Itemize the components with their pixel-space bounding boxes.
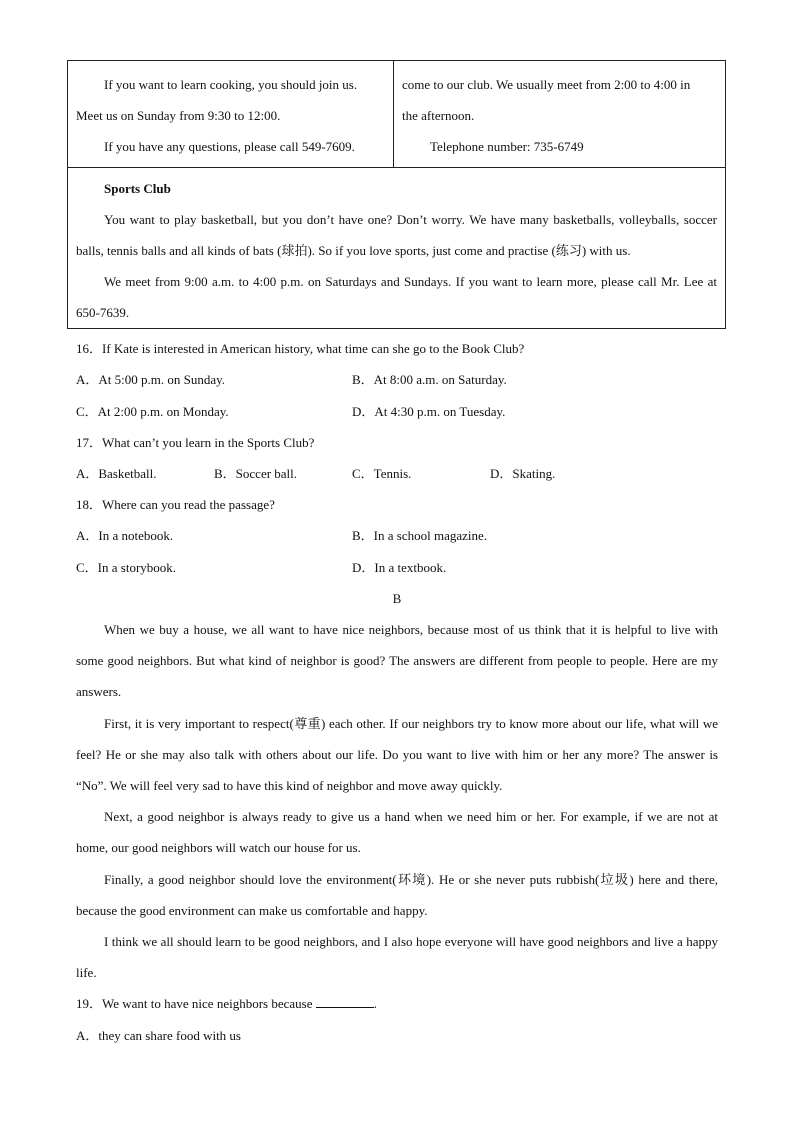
section-b-heading: B xyxy=(392,591,402,606)
q17-option-a[interactable]: A．Basketball. xyxy=(76,466,157,481)
q16-option-d[interactable]: D．At 4:30 p.m. on Tuesday. xyxy=(352,404,506,419)
sports-club-para-1: You want to play basketball, but you don’t have one? Don’t worry. We have many basketballs, volleyballs, soccer balls, tennis balls and all kinds of bats (球拍). So if you love sports, just come and practise (练习) with us. xyxy=(76,212,717,258)
q16-option-b[interactable]: B．At 8:00 a.m. on Saturday. xyxy=(352,372,507,387)
passage-b-para-1: When we buy a house, we all want to have nice neighbors, because most of us think that it is helpful to live with some good neighbors. But what kind of neighbor is good? The answers are different from people to people. Here are my answers. xyxy=(76,622,718,700)
sports-club-para-2: We meet from 9:00 a.m. to 4:00 p.m. on Saturdays and Sundays. If you want to learn more, please call Mr. Lee at 650-7639. xyxy=(76,274,717,320)
club-right-line-2: the afternoon. xyxy=(402,108,475,123)
q19-option-a[interactable]: A．they can share food with us xyxy=(76,1028,241,1043)
passage-b-para-3: Next, a good neighbor is always ready to give us a hand when we need him or her. For example, if we are not at home, our good neighbors will watch our house for us. xyxy=(76,809,718,856)
cooking-club-row xyxy=(68,61,726,168)
q17-option-b[interactable]: B．Soccer ball. xyxy=(214,466,298,481)
q19-stem-text: 19．We want to have nice neighbors because xyxy=(76,996,313,1011)
cooking-line-2: Meet us on Sunday from 9:30 to 12:00. xyxy=(76,108,281,123)
passage-b-para-5: I think we all should learn to be good neighbors, and I also hope everyone will have good neighbors and live a happy life. xyxy=(76,934,718,981)
q17-option-c[interactable]: C．Tennis. xyxy=(352,466,412,481)
question-19-stem xyxy=(76,988,377,1019)
sports-club-title: Sports Club xyxy=(104,181,171,196)
club-right-telephone: Telephone number: 735-6749 xyxy=(430,139,584,154)
question-18-stem: 18．Where can you read the passage? xyxy=(76,497,275,512)
question-16-stem: 16．If Kate is interested in American history, what time can she go to the Book Club? xyxy=(76,341,525,356)
q18-option-d[interactable]: D．In a textbook. xyxy=(352,560,447,575)
question-17-stem: 17．What can’t you learn in the Sports Club? xyxy=(76,435,315,450)
cooking-line-3: If you have any questions, please call 549-7609. xyxy=(104,139,355,154)
q16-option-a[interactable]: A．At 5:00 p.m. on Sunday. xyxy=(76,372,226,387)
q19-stem-period: . xyxy=(373,996,377,1011)
passage-b-para-4: Finally, a good neighbor should love the environment(环境). He or she never puts rubbish(垃圾) here and there, because the good environment can make us comfortable and happy. xyxy=(76,872,718,919)
cooking-club-cell-left xyxy=(68,61,394,168)
passage-b-para-2: First, it is very important to respect(尊重) each other. If our neighbors try to know more about our life, what will we feel? He or she may also talk with others about our life. Do you want to live with him or her any more? The answer is “No”. We will feel very sad to have this kind of neighbor and move away quickly. xyxy=(76,716,718,794)
club-cell-right xyxy=(394,61,726,168)
club-right-line-1: come to our club. We usually meet from 2:00 to 4:00 in xyxy=(402,77,691,92)
q17-option-d[interactable]: D．Skating. xyxy=(490,466,556,481)
q16-option-c[interactable]: C．At 2:00 p.m. on Monday. xyxy=(76,404,229,419)
q19-answer-blank xyxy=(316,995,374,1008)
sports-club-row xyxy=(68,168,726,329)
clubs-info-table xyxy=(67,60,726,329)
sports-club-cell xyxy=(68,168,726,329)
q18-option-b[interactable]: B．In a school magazine. xyxy=(352,528,488,543)
q18-option-a[interactable]: A．In a notebook. xyxy=(76,528,174,543)
cooking-line-1: If you want to learn cooking, you should join us. xyxy=(104,77,358,92)
q18-option-c[interactable]: C．In a storybook. xyxy=(76,560,177,575)
